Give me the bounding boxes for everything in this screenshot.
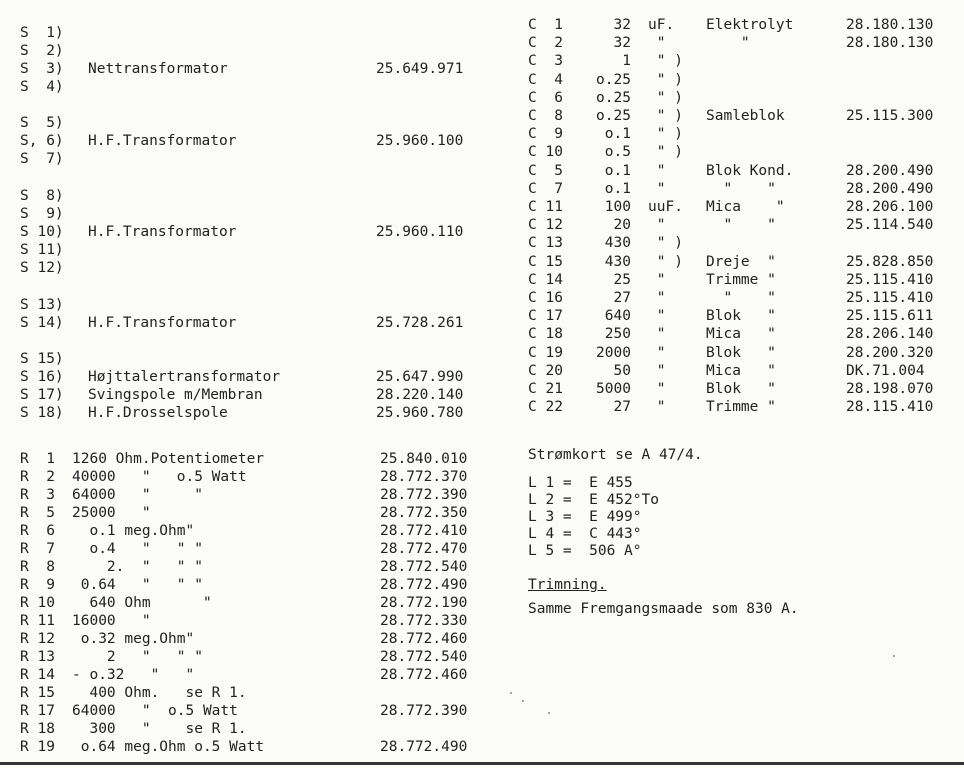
coil-line: L 1 = E 455 (528, 475, 633, 491)
capacitor-number: 25.828.850 (846, 253, 934, 270)
capacitor-desc: Elektrolyt (706, 17, 794, 33)
resistor-number: 28.772.540 (380, 559, 468, 575)
resistor-ref: R 1 (20, 451, 55, 467)
s-ref: S 18) (20, 405, 64, 421)
resistor-desc: 400 Ohm. se R 1. (72, 685, 247, 701)
capacitor-value: 640 (596, 308, 631, 325)
capacitor-ref: C 18 (528, 326, 563, 343)
capacitor-desc: Dreje " (706, 253, 776, 270)
capacitor-value: 430 (596, 235, 631, 252)
coil-line: L 5 = 506 A° (528, 543, 642, 559)
s-part-name: H.F.Drosselspole (88, 405, 228, 421)
capacitor-value: o.1 (596, 162, 631, 179)
resistor-desc: 300 " se R 1. (72, 721, 247, 737)
s-part-name: Svingspole m/Membran (88, 387, 263, 403)
capacitor-number: 28.115.410 (846, 399, 934, 416)
capacitor-unit: " (648, 344, 666, 361)
capacitor-unit: " ) (648, 144, 683, 161)
capacitor-ref: C 13 (528, 235, 563, 252)
capacitor-value: o.25 (596, 108, 631, 124)
resistor-desc: o.32 meg.Ohm" (72, 631, 195, 647)
s-ref: S 11) (20, 242, 64, 258)
s-ref: S 17) (20, 387, 64, 403)
resistor-number: 28.772.350 (380, 505, 468, 521)
capacitor-desc: " " (706, 290, 776, 306)
trimning-heading: Trimning. (528, 577, 607, 593)
capacitor-ref: C 20 (528, 362, 563, 379)
capacitor-unit: " (648, 326, 666, 343)
capacitor-ref: C 10 (528, 144, 563, 161)
resistor-desc: 16000 " (72, 613, 151, 629)
capacitor-desc: Trimme " (706, 399, 776, 416)
paper-speck (522, 700, 524, 702)
capacitor-number: 28.180.130 (846, 17, 934, 33)
capacitor-value: o.25 (596, 89, 631, 106)
capacitor-number: 25.115.300 (846, 108, 934, 124)
resistor-ref: R 2 (20, 469, 55, 485)
capacitor-unit: " (648, 399, 666, 416)
resistor-ref: R 9 (20, 577, 55, 593)
s-part-name: Højttalertransformator (88, 369, 281, 385)
capacitor-unit: " (648, 35, 666, 52)
resistor-number: 28.772.370 (380, 469, 468, 485)
capacitor-number: 25.114.540 (846, 217, 934, 234)
resistor-ref: R 17 (20, 703, 55, 719)
resistor-number: 28.772.490 (380, 577, 468, 593)
capacitor-value: 5000 (596, 381, 631, 397)
s-part-number: 25.649.971 (376, 61, 464, 77)
capacitor-desc: Blok " (706, 308, 776, 325)
capacitor-number: 28.200.490 (846, 180, 934, 197)
coil-line: L 3 = E 499° (528, 509, 642, 525)
capacitor-ref: C 6 (528, 89, 563, 106)
capacitor-value: 100 (596, 199, 631, 215)
resistor-ref: R 7 (20, 541, 55, 557)
resistor-ref: R 19 (20, 739, 55, 755)
capacitor-unit: " (648, 271, 666, 288)
capacitor-unit: " ) (648, 235, 683, 252)
s-ref: S 14) (20, 315, 64, 331)
capacitor-value: 27 (596, 399, 631, 416)
resistor-number: 28.772.390 (380, 487, 468, 503)
capacitor-ref: C 19 (528, 344, 563, 361)
resistor-number: 28.772.490 (380, 739, 468, 755)
capacitor-ref: C 3 (528, 53, 563, 70)
capacitor-ref: C 2 (528, 35, 563, 52)
capacitor-number: 28.180.130 (846, 35, 934, 52)
s-ref: S 15) (20, 351, 64, 367)
capacitor-number: 25.115.410 (846, 271, 934, 288)
capacitor-value: 1 (596, 53, 631, 70)
resistor-ref: R 8 (20, 559, 55, 575)
capacitor-desc: Trimme " (706, 271, 776, 288)
resistor-desc: o.1 meg.Ohm" (72, 523, 195, 539)
resistor-ref: R 3 (20, 487, 55, 503)
capacitor-value: 20 (596, 217, 631, 234)
capacitor-unit: uuF. (648, 199, 683, 215)
capacitor-desc: " " (706, 180, 776, 197)
capacitor-desc: " (706, 35, 750, 52)
resistor-desc: 2 " " " (72, 649, 203, 665)
resistor-number: 28.772.540 (380, 649, 468, 665)
capacitor-ref: C 8 (528, 108, 563, 124)
resistor-ref: R 10 (20, 595, 55, 611)
resistor-desc: 2. " " " (72, 559, 203, 575)
capacitor-unit: " ) (648, 53, 683, 70)
resistor-number: 28.772.410 (380, 523, 468, 539)
s-ref: S 2) (20, 43, 64, 59)
capacitor-value: o.1 (596, 126, 631, 143)
resistor-desc: 640 Ohm " (72, 595, 212, 611)
s-ref: S 1) (20, 25, 64, 41)
capacitor-desc: Mica " (706, 362, 776, 379)
capacitor-value: o.5 (596, 144, 631, 161)
resistor-ref: R 15 (20, 685, 55, 701)
resistor-desc: o.64 meg.Ohm o.5 Watt (72, 739, 265, 755)
capacitor-desc: Mica " (706, 326, 776, 343)
s-ref: S 13) (20, 297, 64, 313)
resistor-number: 28.772.190 (380, 595, 468, 611)
capacitor-number: 28.206.140 (846, 326, 934, 343)
paper-speck (510, 692, 512, 694)
resistor-desc: 1260 Ohm.Potentiometer (72, 451, 265, 467)
coil-line: L 2 = E 452°To (528, 492, 659, 508)
capacitor-number: 28.198.070 (846, 381, 934, 397)
capacitor-ref: C 1 (528, 17, 563, 33)
resistor-desc: 64000 " o.5 Watt (72, 703, 238, 719)
capacitor-ref: C 17 (528, 308, 563, 325)
s-part-number: 25.960.100 (376, 133, 464, 149)
capacitor-number: DK.71.004 (846, 362, 925, 379)
capacitor-unit: " ) (648, 89, 683, 106)
resistor-ref: R 13 (20, 649, 55, 665)
s-ref: S 7) (20, 151, 64, 167)
coil-line: L 4 = C 443° (528, 526, 642, 542)
capacitor-desc: Mica " (706, 199, 785, 215)
capacitor-number: 25.115.611 (846, 308, 934, 325)
capacitor-value: 250 (596, 326, 631, 343)
capacitor-value: o.25 (596, 71, 631, 88)
capacitor-value: 25 (596, 271, 631, 288)
capacitor-unit: " (648, 290, 666, 306)
s-ref: S 8) (20, 188, 64, 204)
resistor-desc: 64000 " " (72, 487, 203, 503)
resistor-desc: 40000 " o.5 Watt (72, 469, 247, 485)
capacitor-ref: C 4 (528, 71, 563, 88)
capacitor-unit: " (648, 308, 666, 325)
stromkort-note: Strømkort se A 47/4. (528, 447, 703, 463)
s-ref: S 5) (20, 115, 64, 131)
capacitor-value: 430 (596, 253, 631, 270)
s-part-name: H.F.Transformator (88, 133, 237, 149)
capacitor-value: 27 (596, 290, 631, 306)
capacitor-ref: C 15 (528, 253, 563, 270)
resistor-desc: - o.32 " " (72, 667, 195, 683)
capacitor-number: 28.200.490 (846, 162, 934, 179)
capacitor-unit: " (648, 162, 666, 179)
trimning-text: Samme Fremgangsmaade som 830 A. (528, 601, 799, 617)
resistor-number: 28.772.460 (380, 667, 468, 683)
resistor-ref: R 12 (20, 631, 55, 647)
s-ref: S 16) (20, 369, 64, 385)
capacitor-value: 50 (596, 362, 631, 379)
s-part-name: H.F.Transformator (88, 224, 237, 240)
s-part-number: 25.647.990 (376, 369, 464, 385)
s-ref: S 3) (20, 61, 64, 77)
s-part-number: 25.960.110 (376, 224, 464, 240)
capacitor-ref: C 21 (528, 381, 563, 397)
capacitor-unit: " (648, 180, 666, 197)
s-ref: S 12) (20, 260, 64, 276)
s-ref: S, 6) (20, 133, 64, 149)
resistor-number: 25.840.010 (380, 451, 468, 467)
s-part-name: H.F.Transformator (88, 315, 237, 331)
capacitor-unit: " ) (648, 108, 683, 124)
capacitor-desc: Samleblok (706, 108, 785, 124)
capacitor-value: 32 (596, 35, 631, 52)
s-ref: S 4) (20, 79, 64, 95)
resistor-number: 28.772.470 (380, 541, 468, 557)
capacitor-desc: Blok Kond. (706, 162, 794, 179)
resistor-desc: 25000 " (72, 505, 151, 521)
capacitor-unit: " (648, 217, 666, 234)
paper-speck (893, 655, 895, 657)
capacitor-number: 28.200.320 (846, 344, 934, 361)
capacitor-ref: C 7 (528, 180, 563, 197)
bottom-rule (0, 762, 964, 765)
paper-speck (548, 712, 550, 714)
capacitor-desc: Blok " (706, 344, 776, 361)
resistor-desc: 0.64 " " " (72, 577, 203, 593)
resistor-number: 28.772.390 (380, 703, 468, 719)
s-part-number: 25.960.780 (376, 405, 464, 421)
capacitor-ref: C 16 (528, 290, 563, 306)
s-part-number: 28.220.140 (376, 387, 464, 403)
resistor-ref: R 5 (20, 505, 55, 521)
resistor-number: 28.772.330 (380, 613, 468, 629)
capacitor-unit: " ) (648, 71, 683, 88)
capacitor-desc: Blok " (706, 381, 776, 397)
capacitor-value: 2000 (596, 344, 631, 361)
resistor-ref: R 14 (20, 667, 55, 683)
capacitor-value: o.1 (596, 180, 631, 197)
capacitor-ref: C 14 (528, 271, 563, 288)
capacitor-unit: " ) (648, 253, 683, 270)
resistor-desc: o.4 " " " (72, 541, 203, 557)
capacitor-ref: C 5 (528, 162, 563, 179)
capacitor-ref: C 11 (528, 199, 563, 215)
resistor-ref: R 11 (20, 613, 55, 629)
capacitor-ref: C 22 (528, 399, 563, 416)
capacitor-desc: " " (706, 217, 776, 234)
capacitor-ref: C 12 (528, 217, 563, 234)
resistor-ref: R 6 (20, 523, 55, 539)
resistor-ref: R 18 (20, 721, 55, 737)
capacitor-value: 32 (596, 17, 631, 33)
s-ref: S 10) (20, 224, 64, 240)
capacitor-unit: " (648, 381, 666, 397)
capacitor-ref: C 9 (528, 126, 563, 143)
s-part-number: 25.728.261 (376, 315, 464, 331)
capacitor-unit: " ) (648, 126, 683, 143)
resistor-number: 28.772.460 (380, 631, 468, 647)
capacitor-number: 28.206.100 (846, 199, 934, 215)
s-part-name: Nettransformator (88, 61, 228, 77)
s-ref: S 9) (20, 206, 64, 222)
capacitor-unit: " (648, 362, 666, 379)
capacitor-number: 25.115.410 (846, 290, 934, 306)
capacitor-unit: uF. (648, 17, 675, 33)
